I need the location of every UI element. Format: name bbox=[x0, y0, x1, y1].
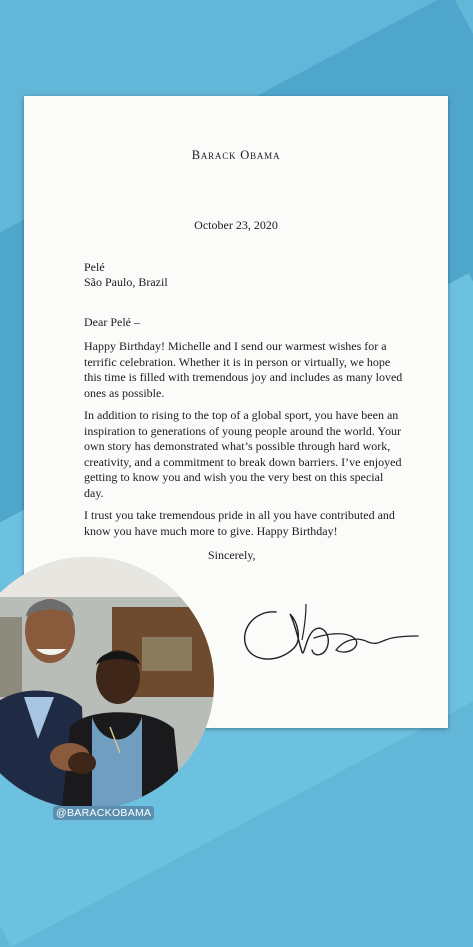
letter-paragraph: I trust you take tremendous pride in all you have contributed and know you have much more to give. Happy Birthday! bbox=[84, 508, 395, 538]
letter-paragraph: Happy Birthday! Michelle and I send our warmest wishes for a terrific celebration. Whether it is in person or virtually, we hope this time is filled with tremendous joy and includes as many loved ones as possible. bbox=[84, 339, 403, 400]
recipient-location: São Paulo, Brazil bbox=[84, 275, 168, 289]
closing: Sincerely, bbox=[208, 548, 256, 562]
letter-date: October 23, 2020 bbox=[194, 218, 278, 232]
recipient-block bbox=[84, 260, 168, 290]
mention-sticker[interactable]: @BARACKOBAMA bbox=[53, 806, 154, 820]
recipient-name: Pelé bbox=[84, 260, 105, 274]
signature-icon bbox=[232, 596, 422, 676]
letter-paragraph: In addition to rising to the top of a global sport, you have been an inspiration to generations of young people around the world. Your own story has demonstrated what’s possible through hard work, creativity, and a commitment to break down barriers. I’ve enjoyed getting to know you and wish you the very best on this special day. bbox=[84, 408, 402, 500]
salutation: Dear Pelé – bbox=[84, 315, 140, 329]
letterhead: Barack Obama bbox=[191, 148, 281, 162]
